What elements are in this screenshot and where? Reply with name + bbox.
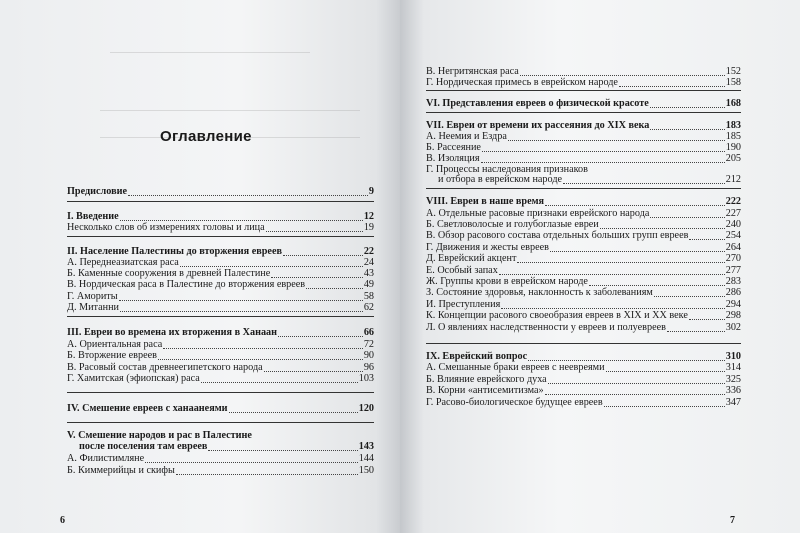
toc-entry-title: Г. Хамитская (эфиопская) раса — [67, 373, 200, 384]
toc-entry-page: 314 — [725, 362, 741, 373]
toc-entry-page: 150 — [358, 465, 374, 476]
dot-leader — [482, 150, 725, 152]
toc-list-left — [67, 0, 374, 533]
section-divider — [67, 201, 374, 202]
dot-leader — [589, 284, 725, 286]
dot-leader — [520, 74, 725, 76]
toc-entry — [426, 362, 741, 374]
toc-entry-title: V. Смешение народов и рас в Палестине — [67, 430, 252, 441]
dot-leader — [650, 216, 724, 218]
toc-entry-page: 62 — [363, 302, 374, 313]
section-divider — [67, 236, 374, 237]
toc-entry-page: 227 — [725, 208, 741, 219]
dot-leader — [264, 370, 363, 372]
toc-entry-title: IV. Смешение евреев с ханаанеями — [67, 403, 228, 414]
toc-entry-title: VI. Представления евреев о физической красоте — [426, 98, 649, 109]
toc-entry-page: 24 — [363, 257, 374, 268]
toc-entry — [67, 222, 374, 234]
dot-leader — [283, 254, 363, 256]
toc-entry-title: Е. Особый запах — [426, 265, 498, 276]
toc-entry — [426, 397, 741, 409]
dot-leader — [120, 310, 363, 312]
toc-entry-title: Д. Митанни — [67, 302, 120, 313]
dot-leader — [481, 161, 725, 163]
toc-entry-title: I. Введение — [67, 211, 119, 222]
toc-entry-title: В. Обзор расового состава отдельных больших групп евреев — [426, 230, 689, 241]
toc-entry — [426, 385, 741, 397]
toc-entry-page: 270 — [725, 253, 741, 264]
toc-entry-title: Г. Движения и жесты евреев — [426, 242, 549, 253]
section-divider — [67, 392, 374, 393]
toc-entry-title: Б. Рассеяние — [426, 142, 481, 153]
toc-entry-page: 254 — [725, 230, 741, 241]
toc-title: Оглавление — [160, 128, 252, 145]
toc-entry-title: Г. Нордическая примесь в еврейском народе — [426, 77, 618, 88]
toc-entry-page: 212 — [725, 174, 741, 185]
toc-entry — [67, 302, 374, 314]
dot-leader — [654, 295, 725, 297]
toc-entry-page: 302 — [725, 322, 741, 333]
section-divider — [426, 188, 741, 189]
toc-entry-page: 66 — [363, 327, 374, 338]
toc-entry-title: Б. Каменные сооружения в древней Палестине — [67, 268, 271, 279]
dot-leader — [600, 227, 725, 229]
dot-leader — [201, 381, 358, 383]
dot-leader — [128, 194, 368, 196]
toc-entry — [67, 441, 374, 453]
toc-entry-page: 168 — [725, 98, 741, 109]
toc-entry-page: 144 — [358, 453, 374, 464]
toc-entry-page: 96 — [363, 362, 374, 373]
section-divider — [67, 316, 374, 317]
toc-entry — [67, 327, 374, 339]
dot-leader — [517, 261, 724, 263]
toc-entry-title: Несколько слов об измерениях головы и лица — [67, 222, 265, 233]
toc-entry-title: И. Преступления — [426, 299, 501, 310]
toc-entry-page: 277 — [725, 265, 741, 276]
toc-entry-title: VIII. Евреи в наше время — [426, 196, 545, 207]
toc-entry-title: Б. Влияние еврейского духа — [426, 374, 547, 385]
toc-entry-page: 190 — [725, 142, 741, 153]
toc-entry-page: 103 — [358, 373, 374, 384]
toc-entry-page: 185 — [725, 131, 741, 142]
toc-entry-title: Г. Расово-биологическое будущее евреев — [426, 397, 603, 408]
toc-entry — [426, 310, 741, 322]
dot-leader — [271, 276, 363, 278]
toc-entry-page: 43 — [363, 268, 374, 279]
dot-leader — [650, 128, 724, 130]
toc-entry-page: 158 — [725, 77, 741, 88]
toc-entry-page: 294 — [725, 299, 741, 310]
toc-entry-title: З. Состояние здоровья, наклонность к заболеваниям — [426, 287, 653, 298]
toc-entry — [426, 287, 741, 299]
dot-leader — [266, 230, 363, 232]
toc-entry — [426, 77, 741, 89]
toc-entry-title: А. Ориентальная раса — [67, 339, 163, 350]
toc-entry-page: 298 — [725, 310, 741, 321]
dot-leader — [545, 204, 725, 206]
dot-leader — [180, 265, 363, 267]
dot-leader — [563, 182, 725, 184]
dot-leader — [508, 139, 725, 141]
toc-entry-title: VII. Евреи от времени их рассеяния до XIX века — [426, 120, 650, 131]
toc-entry-title: Г. Амориты — [67, 291, 118, 302]
toc-entry — [67, 465, 374, 477]
toc-entry-title: А. Отдельные расовые признаки еврейского народа — [426, 208, 650, 219]
toc-entry-title: Л. О явлениях наследственности у евреев и полуевреев — [426, 322, 666, 333]
toc-entry — [67, 403, 374, 415]
dot-leader — [619, 85, 725, 87]
toc-entry-title: Предисловие — [67, 186, 127, 197]
dot-leader — [499, 273, 725, 275]
toc-entry-title: Б. Вторжение евреев — [67, 350, 157, 361]
toc-entry — [426, 174, 741, 186]
toc-entry-page: 120 — [358, 403, 374, 414]
toc-entry-title: А. Смешанные браки евреев с неевреями — [426, 362, 605, 373]
toc-entry-title: К. Концепции расового своеобразия евреев в XIX и XX веке — [426, 310, 688, 321]
toc-entry-title: В. Нордическая раса в Палестине до вторжения евреев — [67, 279, 306, 290]
dot-leader — [120, 219, 363, 221]
dot-leader — [606, 370, 725, 372]
section-divider — [426, 90, 741, 91]
toc-entry — [426, 98, 741, 110]
dot-leader — [667, 330, 725, 332]
toc-entry — [426, 196, 741, 208]
toc-entry-title: В. Расовый состав древнеегипетского народа — [67, 362, 263, 373]
toc-entry-title: II. Население Палестины до вторжения евреев — [67, 246, 282, 257]
toc-entry-title: IX. Еврейский вопрос — [426, 351, 528, 362]
toc-entry-title: А. Переднеазиатская раса — [67, 257, 179, 268]
toc-entry — [67, 186, 374, 198]
dot-leader — [278, 335, 363, 337]
toc-entry — [67, 373, 374, 385]
toc-entry-title: А. Неемия и Ездра — [426, 131, 507, 142]
toc-entry-title: А. Филистимляне — [67, 453, 145, 464]
toc-entry — [426, 230, 741, 242]
toc-entry-page: 336 — [725, 385, 741, 396]
toc-entry-page: 22 — [363, 246, 374, 257]
page-number: 7 — [730, 515, 735, 526]
dot-leader — [689, 238, 724, 240]
toc-entry-page: 240 — [725, 219, 741, 230]
toc-entry-page: 12 — [363, 211, 374, 222]
toc-entry-page: 49 — [363, 279, 374, 290]
toc-entry — [426, 322, 741, 334]
page-number: 6 — [60, 515, 65, 526]
toc-entry-title: после поселения там евреев — [79, 441, 208, 452]
section-divider — [426, 112, 741, 113]
toc-entry-page: 310 — [725, 351, 741, 362]
toc-entry-page: 58 — [363, 291, 374, 302]
dot-leader — [163, 347, 363, 349]
toc-entry-page: 283 — [725, 276, 741, 287]
toc-list-right — [426, 0, 741, 533]
dot-leader — [208, 449, 357, 451]
toc-entry-page: 9 — [368, 186, 374, 197]
dot-leader — [501, 307, 724, 309]
toc-entry — [67, 350, 374, 362]
toc-entry-page: 72 — [363, 339, 374, 350]
dot-leader — [548, 382, 725, 384]
toc-entry-title: В. Негритянская раса — [426, 66, 519, 77]
toc-entry-page: 347 — [725, 397, 741, 408]
toc-entry-title: Ж. Группы крови в еврейском народе — [426, 276, 588, 287]
dot-leader — [528, 359, 725, 361]
dot-leader — [306, 287, 363, 289]
toc-entry-page: 19 — [363, 222, 374, 233]
toc-entry-title: В. Изоляция — [426, 153, 480, 164]
dot-leader — [545, 393, 725, 395]
section-divider — [67, 422, 374, 423]
dot-leader — [604, 405, 725, 407]
section-divider — [426, 343, 741, 344]
toc-entry — [67, 279, 374, 291]
toc-entry-title: Б. Киммерийцы и скифы — [67, 465, 175, 476]
dot-leader — [650, 106, 725, 108]
toc-entry-title: Д. Еврейский акцент — [426, 253, 517, 264]
toc-entry-title: В. Корни «антисемитизма» — [426, 385, 544, 396]
toc-entry-title: Г. Процессы наследования признаков — [426, 164, 588, 175]
toc-entry-page: 90 — [363, 350, 374, 361]
dot-leader — [119, 299, 363, 301]
dot-leader — [550, 250, 725, 252]
toc-entry-page: 183 — [725, 120, 741, 131]
toc-entry-page: 286 — [725, 287, 741, 298]
toc-entry — [67, 453, 374, 465]
toc-entry-title: Б. Светловолосые и голубоглазые евреи — [426, 219, 599, 230]
toc-entry-page: 222 — [725, 196, 741, 207]
dot-leader — [145, 461, 358, 463]
toc-entry-page: 325 — [725, 374, 741, 385]
toc-entry-page: 205 — [725, 153, 741, 164]
dot-leader — [229, 411, 358, 413]
dot-leader — [158, 358, 363, 360]
dot-leader — [689, 318, 725, 320]
toc-entry — [426, 253, 741, 265]
toc-entry-page: 264 — [725, 242, 741, 253]
right-page — [400, 0, 800, 533]
toc-entry-title: и отбора в еврейском народе — [438, 174, 563, 185]
toc-entry-title: III. Евреи во времена их вторжения в Ханаан — [67, 327, 278, 338]
toc-entry-page: 143 — [358, 441, 374, 452]
toc-entry-page: 152 — [725, 66, 741, 77]
dot-leader — [176, 473, 358, 475]
